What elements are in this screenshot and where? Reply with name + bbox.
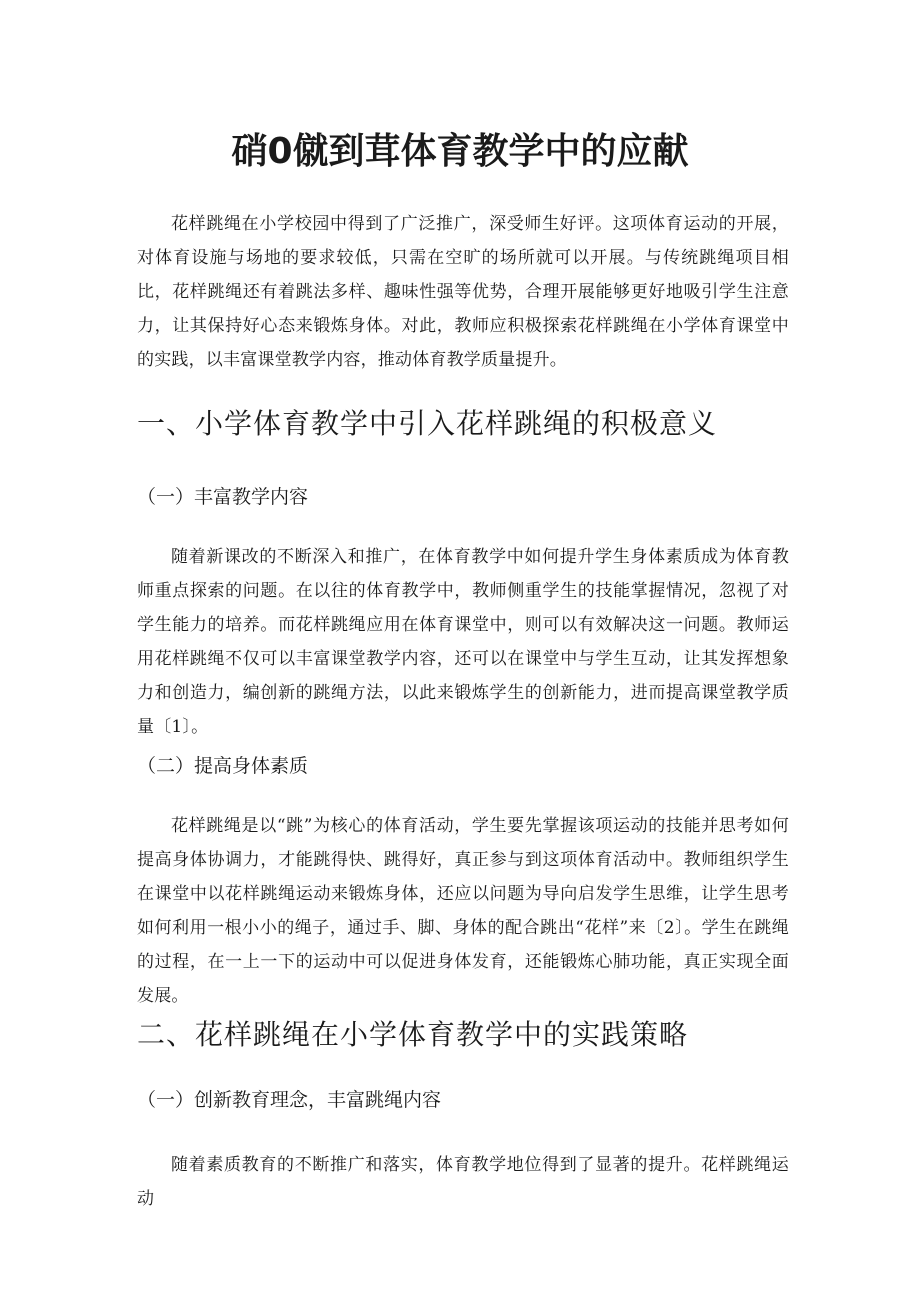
section-2-1-body: 随着素质教育的不断推广和落实，体育教学地位得到了显著的提升。花样跳绳运动 xyxy=(137,1155,789,1209)
section-2-heading: 二、花样跳绳在小学体育教学中的实践策略 xyxy=(137,1018,689,1051)
document-title: 硝0僦到茸体育教学中的应献 xyxy=(231,131,689,172)
section-2-1-heading: （一）创新教育理念，丰富跳绳内容 xyxy=(137,1089,442,1111)
section-1-2-body: 花样跳绳是以“跳”为核心的体育活动，学生要先掌握该项运动的技能并思考如何提高身体协调力，才能跳得快、跳得好，真正参与到这项体育活动中。教师组织学生在课堂中以花样跳绳运动来锻炼身体，还应以问题为导向启发学生思维，让学生思考如何利用一根小小的绳子，通过手、脚、身体的配合跳出“花样”来〔2〕。学生在跳绳的过程，在一上一下的运动中可以促进身体发育，还能锻炼心肺功能，真正实现全面发展。 xyxy=(137,816,789,1006)
section-1-1-heading: （一）丰富教学内容 xyxy=(137,486,309,508)
section-1-heading: 一、小学体育教学中引入花样跳绳的积极意义 xyxy=(137,407,718,440)
section-1-2-heading: （二）提高身体素质 xyxy=(137,755,309,777)
intro-paragraph: 花样跳绳在小学校园中得到了广泛推广，深受师生好评。这项体育运动的开展，对体育设施与场地的要求较低，只需在空旷的场所就可以开展。与传统跳绳项目相比，花样跳绳还有着跳法多样、趣味性强等优势，合理开展能够更好地吸引学生注意力，让其保持好心态来锻炼身体。对此，教师应积极探索花样跳绳在小学体育课堂中的实践，以丰富课堂教学内容，推动体育教学质量提升。 xyxy=(137,214,789,370)
section-1-1-body: 随着新课改的不断深入和推广，在体育教学中如何提升学生身体素质成为体育教师重点探索的问题。在以往的体育教学中，教师侧重学生的技能掌握情况，忽视了对学生能力的培养。而花样跳绳应用在体育课堂中，则可以有效解决这一问题。教师运用花样跳绳不仅可以丰富课堂教学内容，还可以在课堂中与学生互动，让其发挥想象力和创造力，编创新的跳绳方法，以此来锻炼学生的创新能力，进而提高课堂教学质量〔1〕。 xyxy=(137,547,789,737)
